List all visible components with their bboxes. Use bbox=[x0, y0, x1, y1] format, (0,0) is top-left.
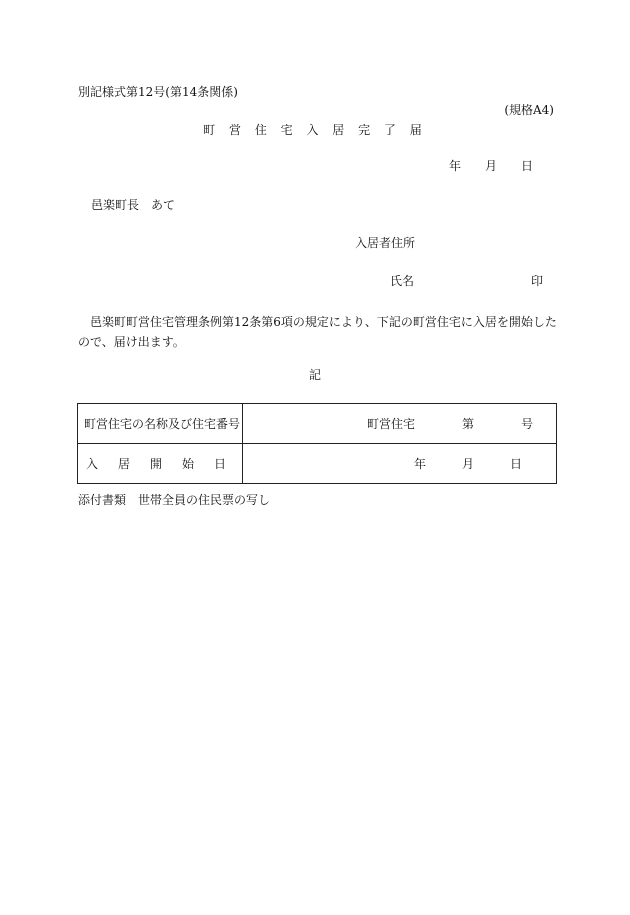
submission-date bbox=[449, 160, 533, 172]
housing-number-dai: 第 bbox=[462, 416, 475, 431]
label-char: 入 bbox=[86, 456, 99, 471]
housing-name-value-field[interactable] bbox=[243, 404, 557, 444]
date-day-label: 日 bbox=[521, 159, 534, 173]
date-year-label: 年 bbox=[449, 159, 462, 173]
table-row bbox=[78, 404, 557, 444]
paper-size-label: (規格A4) bbox=[504, 103, 554, 117]
move-in-date-label bbox=[78, 444, 243, 484]
resident-name-label: 氏名 bbox=[390, 274, 415, 288]
date-month-label: 月 bbox=[485, 159, 498, 173]
move-in-year-label: 年 bbox=[414, 456, 427, 471]
housing-name-prefix: 町営住宅 bbox=[367, 416, 416, 431]
housing-name-label: 町営住宅の名称及び住宅番号 bbox=[78, 404, 243, 444]
housing-number-go: 号 bbox=[521, 416, 534, 431]
table-row bbox=[78, 444, 557, 484]
label-char: 日 bbox=[213, 456, 226, 471]
form-number-label: 別記様式第12号(第14条関係) bbox=[78, 85, 238, 99]
ki-heading: 記 bbox=[308, 368, 321, 382]
label-char: 始 bbox=[181, 456, 194, 471]
body-paragraph: 邑楽町町営住宅管理条例第12条第6項の規定により、下記の町営住宅に入居を開始したので、届け出ます。 bbox=[78, 315, 557, 349]
move-in-date-value-field[interactable] bbox=[243, 444, 557, 484]
label-char: 居 bbox=[117, 456, 130, 471]
attachment-note: 添付書類 世帯全員の住民票の写し bbox=[78, 493, 271, 507]
housing-info-table bbox=[77, 403, 557, 484]
resident-address-label: 入居者住所 bbox=[355, 236, 416, 250]
addressee: 邑楽町長 あて bbox=[91, 198, 176, 212]
seal-mark: 印 bbox=[531, 274, 544, 288]
document-title: 町 営 住 宅 入 居 完 了 届 bbox=[203, 123, 427, 137]
label-char: 開 bbox=[149, 456, 162, 471]
move-in-day-label: 日 bbox=[510, 456, 523, 471]
move-in-month-label: 月 bbox=[462, 456, 475, 471]
